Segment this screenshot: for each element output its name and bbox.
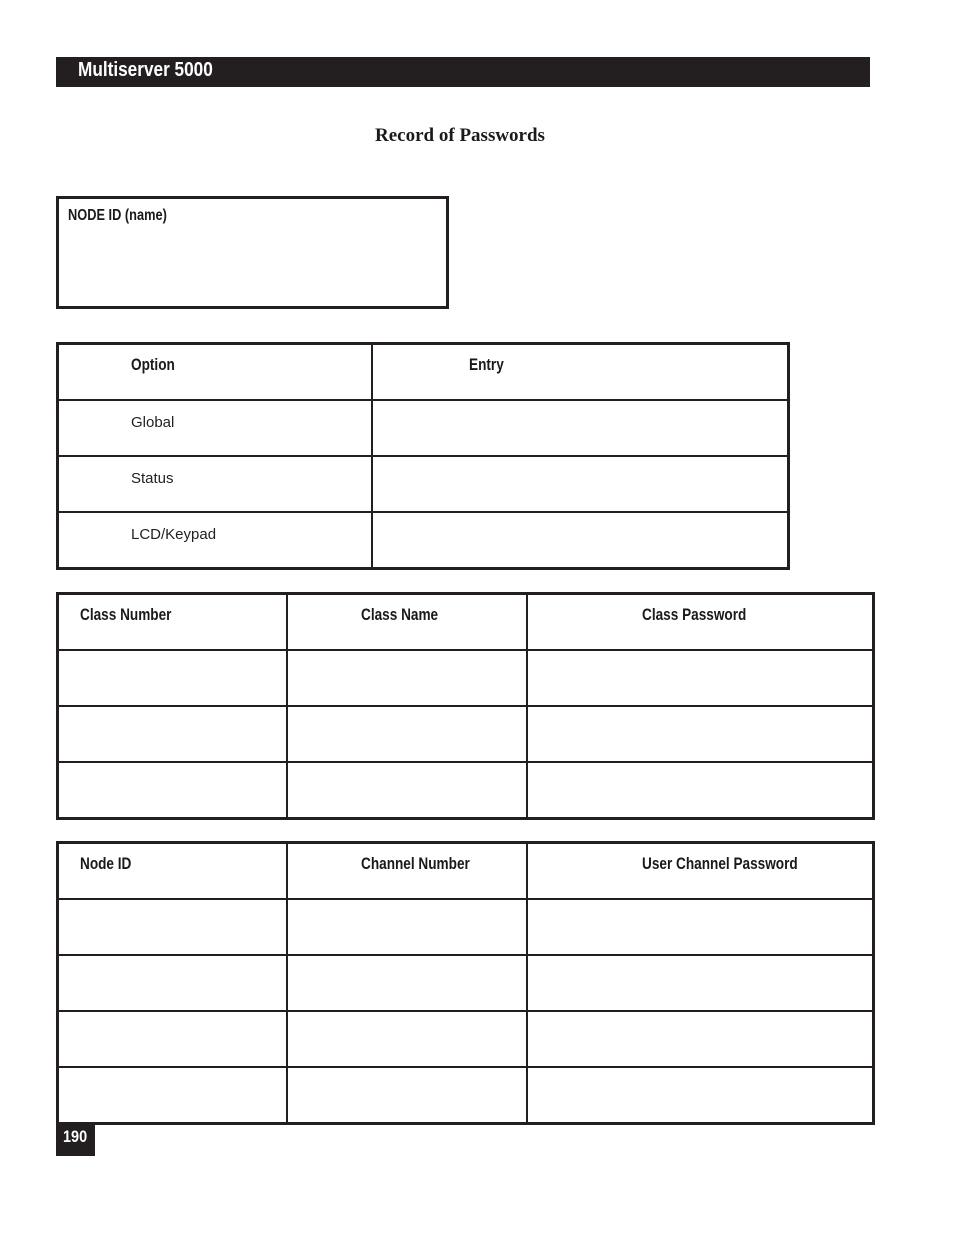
header-class-number: Class Number — [80, 605, 172, 624]
table-cell[interactable] — [58, 762, 287, 819]
table-cell[interactable] — [287, 706, 527, 762]
table-row — [58, 899, 874, 955]
table-cell[interactable] — [527, 1067, 874, 1124]
table-cell[interactable] — [527, 955, 874, 1011]
table-header-row — [58, 344, 789, 401]
entry-cell[interactable] — [372, 400, 789, 456]
table-row — [58, 650, 874, 706]
table-row — [58, 762, 874, 819]
option-status: Status — [131, 470, 174, 487]
table-cell[interactable] — [527, 899, 874, 955]
page-number: 190 — [63, 1127, 88, 1146]
table-cell[interactable] — [58, 899, 287, 955]
entry-cell[interactable] — [372, 456, 789, 512]
table-header-cell — [58, 594, 287, 651]
table-cell[interactable] — [58, 955, 287, 1011]
option-cell — [58, 400, 372, 456]
header-title: Multiserver 5000 — [78, 59, 213, 81]
table-cell[interactable] — [287, 762, 527, 819]
table-cell[interactable] — [58, 650, 287, 706]
table-cell[interactable] — [527, 762, 874, 819]
table-header-cell — [372, 344, 789, 401]
entry-cell[interactable] — [372, 512, 789, 569]
header-node-id: Node ID — [80, 854, 132, 873]
header-user-channel-password: User Channel Password — [641, 854, 798, 873]
table-cell[interactable] — [287, 1067, 527, 1124]
table-header-cell — [287, 594, 527, 651]
table-row — [58, 456, 789, 512]
table-cell[interactable] — [527, 706, 874, 762]
table-cell[interactable] — [527, 650, 874, 706]
table-header-cell — [527, 843, 874, 900]
table-row — [58, 512, 789, 569]
table-header-row — [58, 594, 874, 651]
table-row — [58, 400, 789, 456]
page-title: Record of Passwords — [375, 125, 545, 146]
table-header-cell — [287, 843, 527, 900]
table-row — [58, 1067, 874, 1124]
option-lcd-keypad: LCD/Keypad — [131, 526, 217, 543]
channel-table — [56, 841, 875, 1125]
option-cell — [58, 456, 372, 512]
header-class-name: Class Name — [360, 605, 438, 624]
table-cell[interactable] — [58, 1011, 287, 1067]
table-row — [58, 706, 874, 762]
option-cell — [58, 512, 372, 569]
header-option: Option — [131, 355, 175, 374]
node-id-box — [56, 196, 449, 309]
header-class-password: Class Password — [641, 605, 746, 624]
table-cell[interactable] — [287, 955, 527, 1011]
table-cell[interactable] — [527, 1011, 874, 1067]
table-header-cell — [58, 344, 372, 401]
table-row — [58, 955, 874, 1011]
table-cell[interactable] — [287, 650, 527, 706]
table-header-row — [58, 843, 874, 900]
option-global: Global — [131, 414, 175, 431]
header-channel-number: Channel Number — [360, 854, 470, 873]
header-entry: Entry — [468, 355, 504, 374]
table-cell[interactable] — [287, 899, 527, 955]
table-cell[interactable] — [287, 1011, 527, 1067]
table-row — [58, 1011, 874, 1067]
header-bar — [56, 57, 870, 87]
table-header-cell — [58, 843, 287, 900]
option-table — [56, 342, 790, 570]
node-id-label: NODE ID (name) — [68, 207, 167, 224]
page-number-badge — [56, 1124, 95, 1156]
table-header-cell — [527, 594, 874, 651]
table-cell[interactable] — [58, 1067, 287, 1124]
table-cell[interactable] — [58, 706, 287, 762]
class-table — [56, 592, 875, 820]
